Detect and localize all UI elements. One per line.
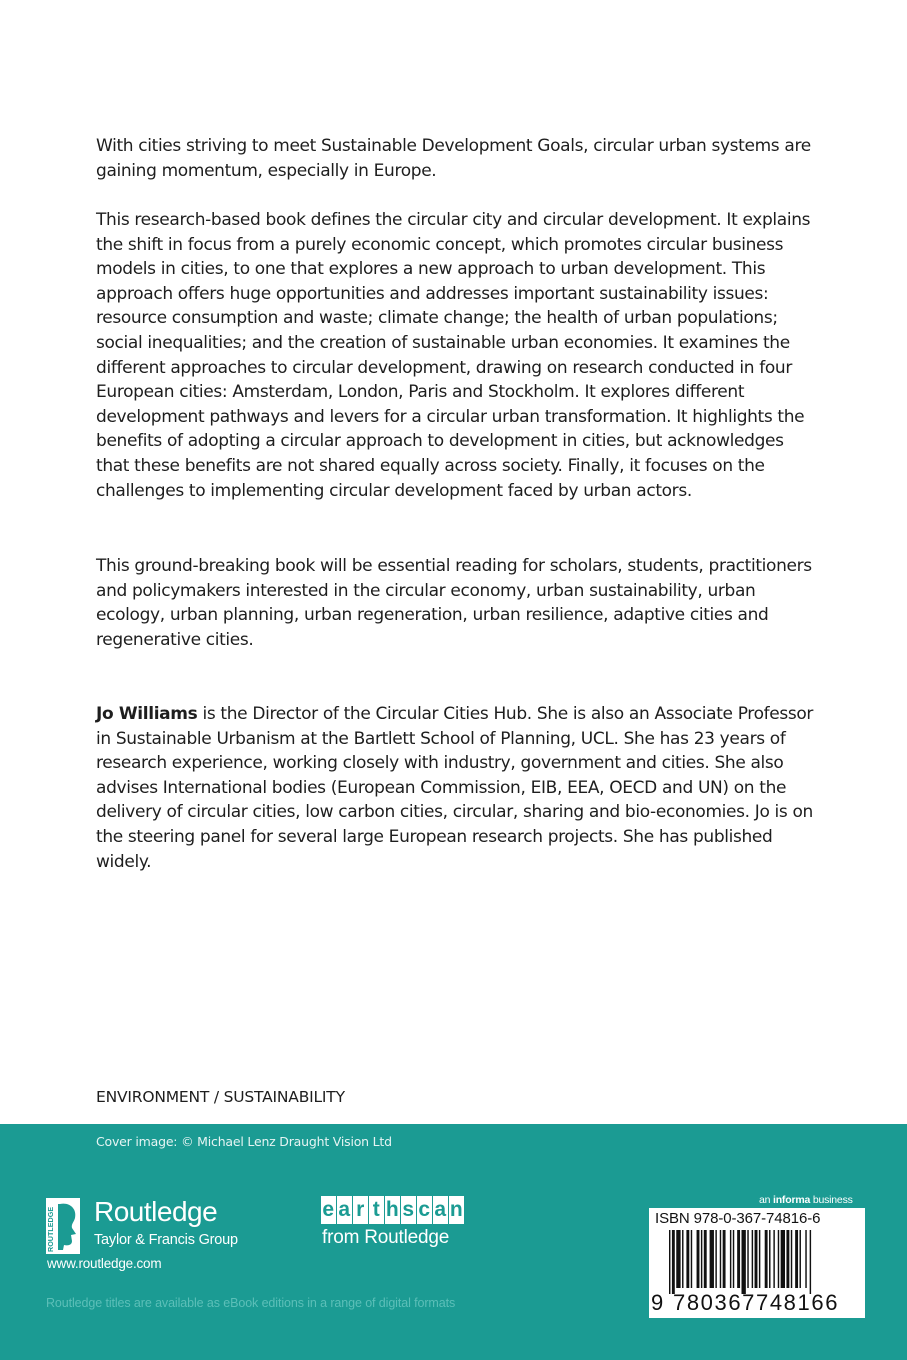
barcode-bar bbox=[676, 1230, 680, 1288]
cover-credit: Cover image: © Michael Lenz Draught Vision Ltd bbox=[96, 1134, 392, 1149]
earthscan-letter: h bbox=[385, 1196, 400, 1224]
barcode-bar bbox=[781, 1230, 785, 1288]
barcode-bar bbox=[730, 1230, 731, 1288]
routledge-group: Taylor & Francis Group bbox=[94, 1232, 238, 1248]
barcode-digit-string: 780367748166 bbox=[673, 1290, 840, 1315]
author-bio-text: is the Director of the Circular Cities Hub. She is also an Associate Professor in Sustainable Urbanism at the Bartlett School of Planning, UCL. She has 23 years of research experience, working closely with industry, government and cities. She also advises International bodies (European Commission, EIB, EEA, OECD and UN) on the delivery of circular cities, low carbon cities, circular, sharing and bio-economies. Jo is on the steering panel for several large European research projects. She has published widely. bbox=[96, 704, 814, 872]
barcode-bar bbox=[786, 1230, 789, 1288]
earthscan-letter: r bbox=[353, 1196, 368, 1224]
barcode-digits bbox=[649, 1290, 865, 1316]
barcode bbox=[649, 1208, 865, 1318]
barcode-bar bbox=[710, 1230, 714, 1288]
barcode-bar bbox=[720, 1230, 721, 1288]
barcode-bar bbox=[691, 1230, 692, 1288]
barcode-first-digit: 9 bbox=[651, 1290, 664, 1315]
barcode-bar bbox=[805, 1230, 806, 1288]
barcode-bar bbox=[742, 1230, 746, 1294]
ebook-note: Routledge titles are available as eBook editions in a range of digital formats bbox=[46, 1296, 456, 1310]
barcode-bar bbox=[672, 1230, 675, 1294]
barcode-bar bbox=[704, 1230, 707, 1288]
informa-line bbox=[759, 1194, 853, 1206]
author-bio-paragraph bbox=[96, 702, 816, 874]
earthscan-logo bbox=[321, 1196, 481, 1256]
barcode-bar bbox=[769, 1230, 770, 1288]
barcode-bar bbox=[737, 1230, 740, 1288]
barcode-bar bbox=[723, 1230, 726, 1288]
earthscan-letter: c bbox=[417, 1196, 432, 1224]
earthscan-letter: e bbox=[321, 1196, 336, 1224]
author-bio bbox=[96, 702, 816, 874]
blurb-paragraph-2 bbox=[96, 208, 816, 503]
isbn-text: ISBN 978-0-367-74816-6 bbox=[655, 1210, 821, 1227]
barcode-bar bbox=[701, 1230, 702, 1288]
barcode-bar bbox=[686, 1230, 689, 1288]
routledge-url[interactable]: www.routledge.com bbox=[47, 1256, 162, 1271]
blurb-paragraph-2-text: This research-based book defines the circular city and circular development. It explains the shift in focus from a purely economic concept, which promotes circular business models in cities, to one that explores a new approach to urban development. This approach offers huge opportunities and addresses important sustainability issues: resource consumption and waste; climate change; the health of urban populations; social inequalities; and the creation of sustainable urban economies. It examines the different approaches to circular development, drawing on research conducted in four European cities: Amsterdam, London, Paris and Stockholm. It explores different development pathways and levers for a circular urban transformation. It highlights the benefits of adopting a circular approach to development in cities, but acknowledges that these benefits are not shared equally across society. Finally, it focuses on the challenges to implementing circular development faced by urban actors. bbox=[96, 210, 811, 501]
earthscan-letter: s bbox=[401, 1196, 416, 1224]
earthscan-letter: a bbox=[337, 1196, 352, 1224]
barcode-bar bbox=[810, 1230, 811, 1294]
barcode-bar bbox=[697, 1230, 700, 1288]
blurb-paragraph-1-text: With cities striving to meet Sustainable Development Goals, circular urban systems are gaining momentum, especially in Europe. bbox=[96, 136, 811, 181]
earthscan-letter: a bbox=[433, 1196, 448, 1224]
informa-bold: informa bbox=[773, 1194, 811, 1206]
barcode-bar bbox=[747, 1230, 748, 1288]
barcode-bar bbox=[791, 1230, 792, 1288]
blurb-paragraph-3 bbox=[96, 554, 816, 652]
barcode-bar bbox=[669, 1230, 670, 1294]
barcode-bar bbox=[682, 1230, 683, 1288]
informa-suffix: business bbox=[810, 1194, 853, 1206]
author-name: Jo Williams bbox=[96, 704, 198, 724]
barcode-bar bbox=[733, 1230, 734, 1288]
barcode-bar bbox=[755, 1230, 758, 1288]
blurb-paragraph-3-text: This ground-breaking book will be essential reading for scholars, students, practitioners and policymakers interested in the circular economy, urban sustainability, urban ecology, urban planning, urban regeneration, urban resilience, adaptive cities and regenerative cities. bbox=[96, 556, 812, 650]
barcode-bar bbox=[759, 1230, 760, 1288]
barcode-bar bbox=[752, 1230, 753, 1288]
barcode-bar bbox=[715, 1230, 716, 1288]
routledge-name: Routledge bbox=[94, 1196, 218, 1227]
barcode-bar bbox=[778, 1230, 779, 1288]
barcode-bar bbox=[773, 1230, 774, 1288]
barcode-bar bbox=[795, 1230, 798, 1288]
routledge-head-icon bbox=[46, 1198, 80, 1254]
barcode-bar bbox=[800, 1230, 801, 1288]
footer-band bbox=[0, 1124, 907, 1360]
routledge-emblem-text: ROUTLEDGE bbox=[46, 1206, 55, 1252]
subject-category: ENVIRONMENT / SUSTAINABILITY bbox=[96, 1088, 345, 1106]
informa-prefix: an bbox=[759, 1194, 773, 1206]
barcode-bar bbox=[765, 1230, 768, 1288]
routledge-logo bbox=[46, 1196, 286, 1276]
blurb-paragraph-1 bbox=[96, 134, 816, 183]
earthscan-wordmark bbox=[321, 1196, 465, 1224]
earthscan-from-text: from Routledge bbox=[322, 1227, 450, 1248]
barcode-bars bbox=[649, 1230, 865, 1294]
earthscan-letter: n bbox=[449, 1196, 464, 1224]
earthscan-letter: t bbox=[369, 1196, 384, 1224]
